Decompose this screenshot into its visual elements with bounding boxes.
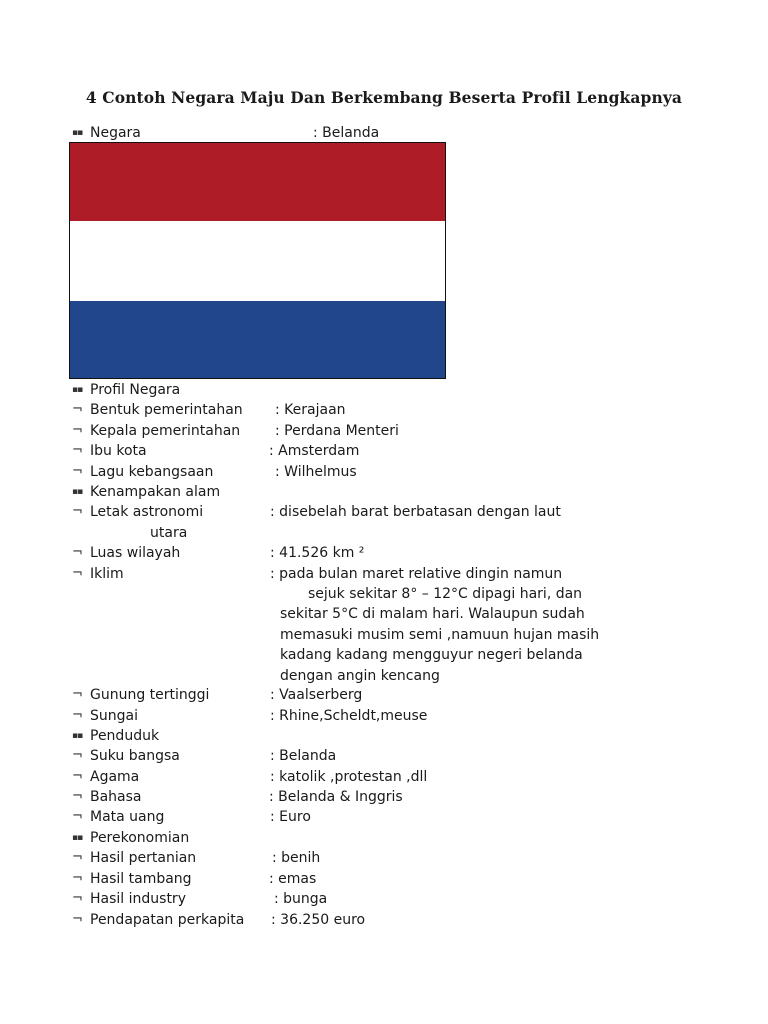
tambang-value: : emas bbox=[269, 871, 317, 887]
bahasa-label: Bahasa bbox=[90, 789, 142, 805]
iklim-line: sejuk sekitar 8° – 12°C dipagi hari, dan bbox=[308, 586, 583, 602]
lagu-label: Lagu kebangsaan bbox=[90, 464, 214, 480]
iklim-line: sekitar 5°C di malam hari. Walaupun sudah bbox=[280, 606, 585, 622]
sub-bullet-icon: ¬ bbox=[72, 912, 83, 927]
tambang-label: Hasil tambang bbox=[90, 871, 192, 887]
flag-red-stripe bbox=[70, 143, 445, 221]
sungai-label: Sungai bbox=[90, 708, 138, 724]
sub-bullet-icon: ¬ bbox=[72, 891, 83, 906]
iklim-line: dengan angin kencang bbox=[280, 668, 440, 684]
sub-bullet-icon: ¬ bbox=[72, 464, 83, 479]
letak-continuation: utara bbox=[150, 525, 188, 541]
sub-bullet-icon: ¬ bbox=[72, 423, 83, 438]
bentuk-label: Bentuk pemerintahan bbox=[90, 402, 243, 418]
letak-label: Letak astronomi bbox=[90, 504, 204, 520]
pertanian-label: Hasil pertanian bbox=[90, 850, 197, 866]
mata-uang-value: : Euro bbox=[270, 809, 311, 825]
bullet-icon: ▪▪ bbox=[72, 128, 83, 138]
bullet-icon: ▪▪ bbox=[72, 731, 83, 741]
ibukota-value: : Amsterdam bbox=[269, 443, 360, 459]
sungai-value: : Rhine,Scheldt,meuse bbox=[270, 708, 428, 724]
suku-value: : Belanda bbox=[270, 748, 337, 764]
bullet-icon: ▪▪ bbox=[72, 487, 83, 497]
document-title: 4 Contoh Negara Maju Dan Berkembang Beserta Profil Lengkapnya bbox=[85, 88, 683, 107]
industry-value: : bunga bbox=[274, 891, 328, 907]
netherlands-flag bbox=[69, 142, 446, 379]
sub-bullet-icon: ¬ bbox=[72, 789, 83, 804]
gunung-value: : Vaalserberg bbox=[270, 687, 363, 703]
flag-blue-stripe bbox=[70, 301, 445, 379]
kepala-value: : Perdana Menteri bbox=[275, 423, 399, 439]
negara-label: Negara bbox=[90, 125, 141, 141]
luas-label: Luas wilayah bbox=[90, 545, 181, 561]
agama-label: Agama bbox=[90, 769, 140, 785]
iklim-line: kadang kadang mengguyur negeri belanda bbox=[280, 647, 583, 663]
bentuk-value: : Kerajaan bbox=[275, 402, 346, 418]
sub-bullet-icon: ¬ bbox=[72, 545, 83, 560]
sub-bullet-icon: ¬ bbox=[72, 748, 83, 763]
sub-bullet-icon: ¬ bbox=[72, 687, 83, 702]
pertanian-value: : benih bbox=[272, 850, 321, 866]
kepala-label: Kepala pemerintahan bbox=[90, 423, 241, 439]
industry-label: Hasil industry bbox=[90, 891, 186, 907]
pendapatan-value: : 36.250 euro bbox=[271, 912, 366, 928]
bullet-icon: ▪▪ bbox=[72, 833, 83, 843]
agama-value: : katolik ,protestan ,dll bbox=[270, 769, 428, 785]
sub-bullet-icon: ¬ bbox=[72, 769, 83, 784]
negara-value: : Belanda bbox=[313, 125, 380, 141]
letak-value: : disebelah barat berbatasan dengan laut bbox=[270, 504, 561, 520]
penduduk-heading: Penduduk bbox=[90, 728, 160, 744]
lagu-value: : Wilhelmus bbox=[275, 464, 357, 480]
sub-bullet-icon: ¬ bbox=[72, 809, 83, 824]
flag-white-stripe bbox=[70, 221, 445, 301]
luas-value: : 41.526 km ² bbox=[270, 545, 365, 561]
iklim-line: memasuki musim semi ,namuun hujan masih bbox=[280, 627, 600, 643]
iklim-label: Iklim bbox=[90, 566, 124, 582]
suku-label: Suku bangsa bbox=[90, 748, 180, 764]
sub-bullet-icon: ¬ bbox=[72, 443, 83, 458]
perekonomian-heading: Perekonomian bbox=[90, 830, 190, 846]
sub-bullet-icon: ¬ bbox=[72, 566, 83, 581]
mata-uang-label: Mata uang bbox=[90, 809, 165, 825]
gunung-label: Gunung tertinggi bbox=[90, 687, 210, 703]
sub-bullet-icon: ¬ bbox=[72, 402, 83, 417]
profil-heading: Profil Negara bbox=[90, 382, 181, 398]
pendapatan-label: Pendapatan perkapita bbox=[90, 912, 245, 928]
ibukota-label: Ibu kota bbox=[90, 443, 147, 459]
iklim-line: : pada bulan maret relative dingin namun bbox=[270, 566, 563, 582]
sub-bullet-icon: ¬ bbox=[72, 850, 83, 865]
bullet-icon: ▪▪ bbox=[72, 385, 83, 395]
sub-bullet-icon: ¬ bbox=[72, 504, 83, 519]
kenampakan-heading: Kenampakan alam bbox=[90, 484, 221, 500]
sub-bullet-icon: ¬ bbox=[72, 871, 83, 886]
sub-bullet-icon: ¬ bbox=[72, 708, 83, 723]
bahasa-value: : Belanda & Inggris bbox=[269, 789, 403, 805]
